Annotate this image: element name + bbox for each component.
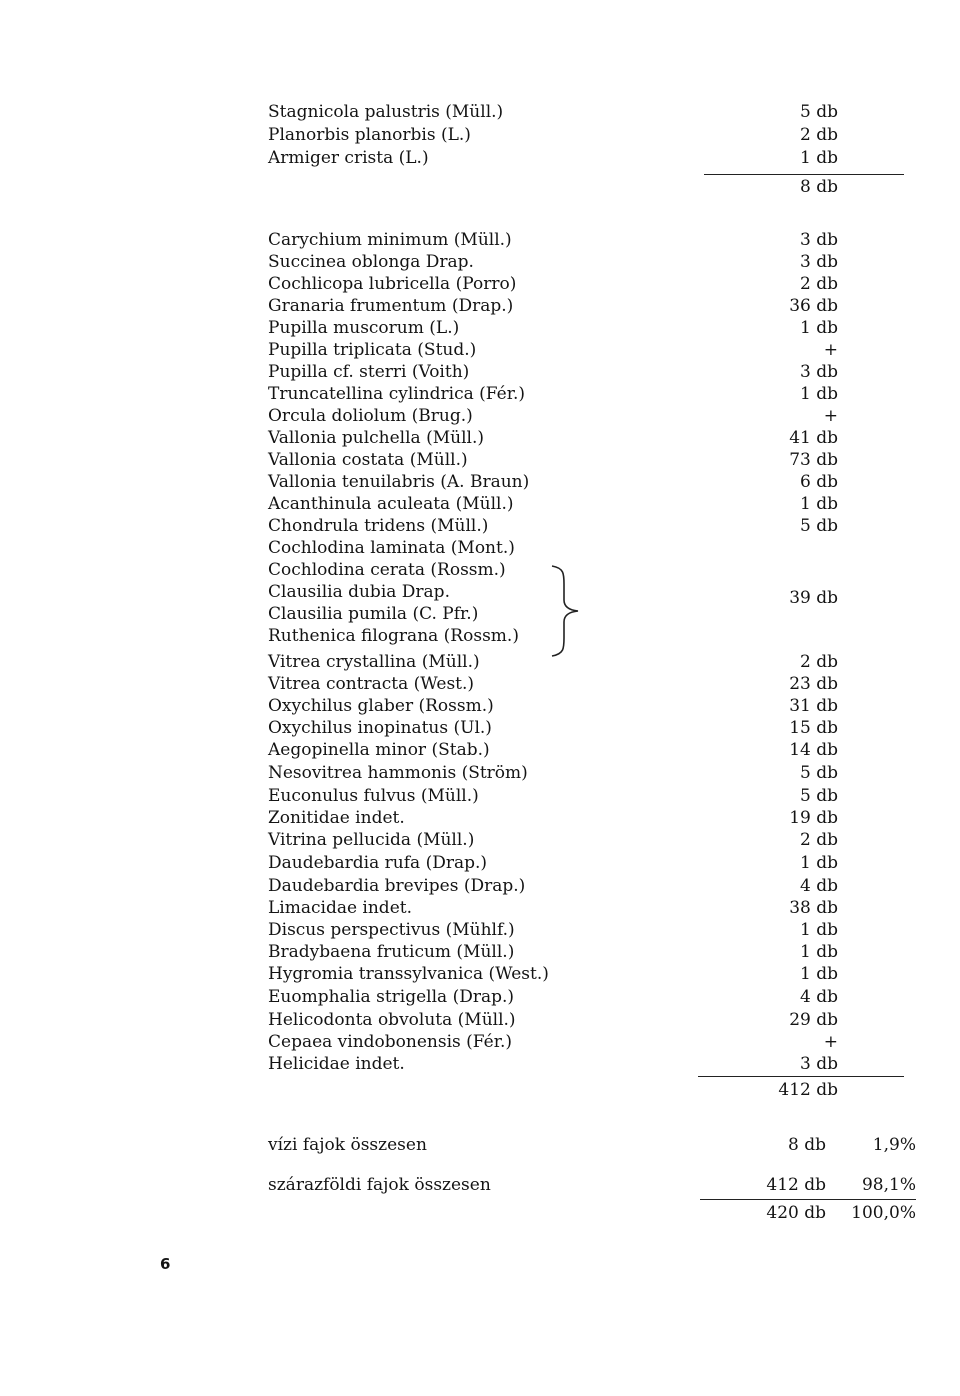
species-row bbox=[268, 897, 838, 919]
species-name: Daudebardia brevipes (Drap.) bbox=[268, 876, 526, 896]
species-count: 36 db bbox=[789, 296, 838, 316]
species-row bbox=[268, 1009, 838, 1031]
species-count: 1 db bbox=[800, 384, 838, 404]
bracket-group-count: 39 db bbox=[789, 588, 838, 608]
species-name: Ruthenica filograna (Rossm.) bbox=[268, 626, 519, 646]
species-name: Planorbis planorbis (L.) bbox=[268, 125, 471, 145]
terrestrial-total-rule bbox=[698, 1076, 904, 1077]
species-row bbox=[268, 147, 838, 169]
species-row bbox=[268, 229, 838, 251]
species-row bbox=[268, 1053, 838, 1075]
species-name: Oxychilus inopinatus (Ul.) bbox=[268, 718, 492, 738]
species-row bbox=[268, 537, 838, 559]
summary-row-aquatic bbox=[268, 1133, 916, 1157]
species-name: Aegopinella minor (Stab.) bbox=[268, 740, 490, 760]
species-count: 2 db bbox=[800, 652, 838, 672]
summary-percent: 1,9% bbox=[872, 1135, 916, 1155]
species-name: Nesovitrea hammonis (Ström) bbox=[268, 763, 528, 783]
species-count: 4 db bbox=[800, 876, 838, 896]
species-name: Chondrula tridens (Müll.) bbox=[268, 516, 489, 536]
species-count: 1 db bbox=[800, 964, 838, 984]
species-row bbox=[268, 785, 838, 807]
species-row bbox=[268, 739, 838, 761]
species-name: Cochlicopa lubricella (Porro) bbox=[268, 274, 517, 294]
species-row bbox=[268, 986, 838, 1008]
species-name: Vitrina pellucida (Müll.) bbox=[268, 830, 475, 850]
species-name: Euconulus fulvus (Müll.) bbox=[268, 786, 479, 806]
species-name: Bradybaena fruticum (Müll.) bbox=[268, 942, 515, 962]
species-count: 3 db bbox=[800, 362, 838, 382]
species-count: 4 db bbox=[800, 987, 838, 1007]
summary-row-total bbox=[268, 1201, 916, 1225]
species-row bbox=[268, 383, 838, 405]
species-count: 5 db bbox=[800, 516, 838, 536]
species-row bbox=[268, 807, 838, 829]
species-count: + bbox=[823, 406, 838, 426]
species-row bbox=[268, 101, 838, 123]
species-count: 1 db bbox=[800, 853, 838, 873]
species-name: Daudebardia rufa (Drap.) bbox=[268, 853, 488, 873]
species-name: Carychium minimum (Müll.) bbox=[268, 230, 512, 250]
summary-count: 8 db bbox=[788, 1135, 826, 1155]
species-name: Cochlodina laminata (Mont.) bbox=[268, 538, 515, 558]
species-name: Vallonia tenuilabris (A. Braun) bbox=[268, 472, 530, 492]
species-row bbox=[268, 124, 838, 146]
species-name: Truncatellina cylindrica (Fér.) bbox=[268, 384, 526, 404]
species-count: 38 db bbox=[789, 898, 838, 918]
species-row bbox=[268, 405, 838, 427]
species-row bbox=[268, 317, 838, 339]
summary-row-terrestrial bbox=[268, 1173, 916, 1197]
page-number: 6 bbox=[160, 1255, 171, 1273]
summary-total-rule bbox=[700, 1199, 916, 1200]
species-row bbox=[268, 695, 838, 717]
summary-label: vízi fajok összesen bbox=[268, 1135, 427, 1155]
species-name: Zonitidae indet. bbox=[268, 808, 405, 828]
terrestrial-total: 412 db bbox=[778, 1080, 838, 1100]
species-name: Helicidae indet. bbox=[268, 1054, 405, 1074]
species-count: 5 db bbox=[800, 102, 838, 122]
species-count: 6 db bbox=[800, 472, 838, 492]
species-count: 1 db bbox=[800, 494, 838, 514]
species-count: 73 db bbox=[789, 450, 838, 470]
species-name: Cepaea vindobonensis (Fér.) bbox=[268, 1032, 513, 1052]
species-name: Hygromia transsylvanica (West.) bbox=[268, 964, 549, 984]
species-name: Clausilia pumila (C. Pfr.) bbox=[268, 604, 479, 624]
species-name: Orcula doliolum (Brug.) bbox=[268, 406, 473, 426]
species-row bbox=[268, 427, 838, 449]
species-name: Succinea oblonga Drap. bbox=[268, 252, 474, 272]
species-name: Cochlodina cerata (Rossm.) bbox=[268, 560, 506, 580]
species-row bbox=[268, 762, 838, 784]
summary-percent: 100,0% bbox=[851, 1203, 916, 1223]
species-name: Euomphalia strigella (Drap.) bbox=[268, 987, 515, 1007]
species-count: 5 db bbox=[800, 763, 838, 783]
species-row bbox=[268, 273, 838, 295]
species-name: Vallonia costata (Müll.) bbox=[268, 450, 468, 470]
species-count: 23 db bbox=[789, 674, 838, 694]
species-name: Stagnicola palustris (Müll.) bbox=[268, 102, 504, 122]
species-count: 15 db bbox=[789, 718, 838, 738]
grouping-brace-icon bbox=[550, 564, 590, 658]
species-row bbox=[268, 295, 838, 317]
species-row bbox=[268, 673, 838, 695]
species-count: 1 db bbox=[800, 942, 838, 962]
species-name: Armiger crista (L.) bbox=[268, 148, 429, 168]
species-row bbox=[268, 449, 838, 471]
species-name: Pupilla cf. sterri (Voith) bbox=[268, 362, 470, 382]
species-name: Helicodonta obvoluta (Müll.) bbox=[268, 1010, 516, 1030]
species-row bbox=[268, 361, 838, 383]
species-count: 31 db bbox=[789, 696, 838, 716]
species-row bbox=[268, 515, 838, 537]
species-row bbox=[268, 493, 838, 515]
terrestrial-total-row bbox=[268, 1079, 838, 1101]
species-row bbox=[268, 651, 838, 673]
species-row bbox=[268, 963, 838, 985]
species-name: Pupilla triplicata (Stud.) bbox=[268, 340, 477, 360]
species-name: Clausilia dubia Drap. bbox=[268, 582, 450, 602]
species-row bbox=[268, 941, 838, 963]
species-row bbox=[268, 717, 838, 739]
species-count: 2 db bbox=[800, 274, 838, 294]
species-count: 2 db bbox=[800, 125, 838, 145]
species-row bbox=[268, 919, 838, 941]
species-row bbox=[268, 829, 838, 851]
species-name: Granaria frumentum (Drap.) bbox=[268, 296, 514, 316]
species-name: Vitrea contracta (West.) bbox=[268, 674, 475, 694]
species-name: Vitrea crystallina (Müll.) bbox=[268, 652, 480, 672]
species-count: 1 db bbox=[800, 318, 838, 338]
species-row bbox=[268, 1031, 838, 1053]
species-count: + bbox=[823, 340, 838, 360]
species-row bbox=[268, 875, 838, 897]
species-row bbox=[268, 251, 838, 273]
species-row bbox=[268, 339, 838, 361]
species-name: Oxychilus glaber (Rossm.) bbox=[268, 696, 494, 716]
aquatic-total-row bbox=[268, 176, 838, 198]
species-count: 1 db bbox=[800, 148, 838, 168]
summary-label: szárazföldi fajok összesen bbox=[268, 1175, 491, 1195]
species-count: 3 db bbox=[800, 1054, 838, 1074]
summary-count: 420 db bbox=[766, 1203, 826, 1223]
aquatic-total-rule bbox=[704, 174, 904, 175]
species-row bbox=[268, 471, 838, 493]
species-name: Limacidae indet. bbox=[268, 898, 412, 918]
species-count: + bbox=[823, 1032, 838, 1052]
summary-count: 412 db bbox=[766, 1175, 826, 1195]
species-name: Pupilla muscorum (L.) bbox=[268, 318, 460, 338]
species-name: Discus perspectivus (Mühlf.) bbox=[268, 920, 515, 940]
species-count: 3 db bbox=[800, 230, 838, 250]
species-count: 41 db bbox=[789, 428, 838, 448]
species-name: Acanthinula aculeata (Müll.) bbox=[268, 494, 514, 514]
summary-percent: 98,1% bbox=[861, 1175, 916, 1195]
species-count: 29 db bbox=[789, 1010, 838, 1030]
species-count: 14 db bbox=[789, 740, 838, 760]
species-count: 3 db bbox=[800, 252, 838, 272]
species-count: 1 db bbox=[800, 920, 838, 940]
species-name: Vallonia pulchella (Müll.) bbox=[268, 428, 484, 448]
aquatic-total: 8 db bbox=[800, 177, 838, 197]
species-count: 5 db bbox=[800, 786, 838, 806]
species-row bbox=[268, 852, 838, 874]
species-count: 2 db bbox=[800, 830, 838, 850]
species-count: 19 db bbox=[789, 808, 838, 828]
